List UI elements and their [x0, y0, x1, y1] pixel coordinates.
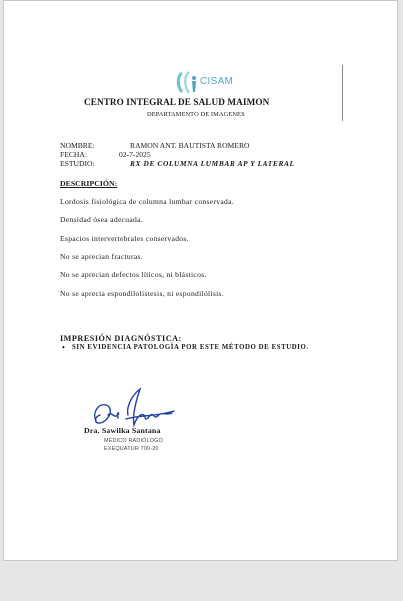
report-page [3, 0, 398, 561]
impression-item [62, 343, 309, 352]
finding-item: No se aprecian defectos líticos, ni blásticos. [60, 270, 207, 279]
description-heading: DESCRIPCIÓN: [60, 179, 118, 188]
finding-item: No se aprecian fracturas. [60, 252, 143, 261]
signer-exequatur: EXEQUATUR 700-20 [104, 446, 159, 452]
logo-mark-icon [172, 70, 202, 96]
bullet-icon: • [62, 343, 66, 352]
finding-item: No se aprecia espondilolistesis, ni espondilólisis. [60, 289, 224, 298]
date-value: 02-7-2025 [119, 150, 151, 159]
handwritten-signature [88, 385, 178, 429]
patient-name-label: NOMBRE: [60, 141, 95, 150]
study-label: ESTUDIO: [60, 159, 95, 168]
impression-heading: IMPRESIÓN DIAGNÓSTICA: [60, 334, 182, 343]
impression-text: SIN EVIDENCIA PATOLOGÍA POR ESTE MÉTODO DE ESTUDIO. [72, 344, 309, 351]
department-name: DEPARTAMENTO DE IMAGENES [147, 111, 245, 118]
date-label: FECHA: [60, 150, 88, 159]
study-value: RX DE COLUMNA LUMBAR AP Y LATERAL [130, 159, 295, 168]
signer-name: Dra. Sawilka Santana [84, 426, 161, 435]
clinic-name: CENTRO INTEGRAL DE SALUD MAIMON [84, 97, 270, 107]
logo-text: CISAM [200, 76, 234, 87]
signer-title: MÉDICO RADIÓLOGO [104, 438, 163, 444]
cisam-logo [172, 70, 242, 96]
patient-name-value: RAMON ANT. BAUTISTA ROMERO [130, 141, 250, 150]
finding-item: Densidad ósea adecuada. [60, 215, 144, 224]
header-divider [342, 65, 343, 121]
finding-item: Espacios intervertebrales conservados. [60, 234, 189, 243]
finding-item: Lordosis fisiológica de columna lumbar conservada. [60, 197, 235, 206]
